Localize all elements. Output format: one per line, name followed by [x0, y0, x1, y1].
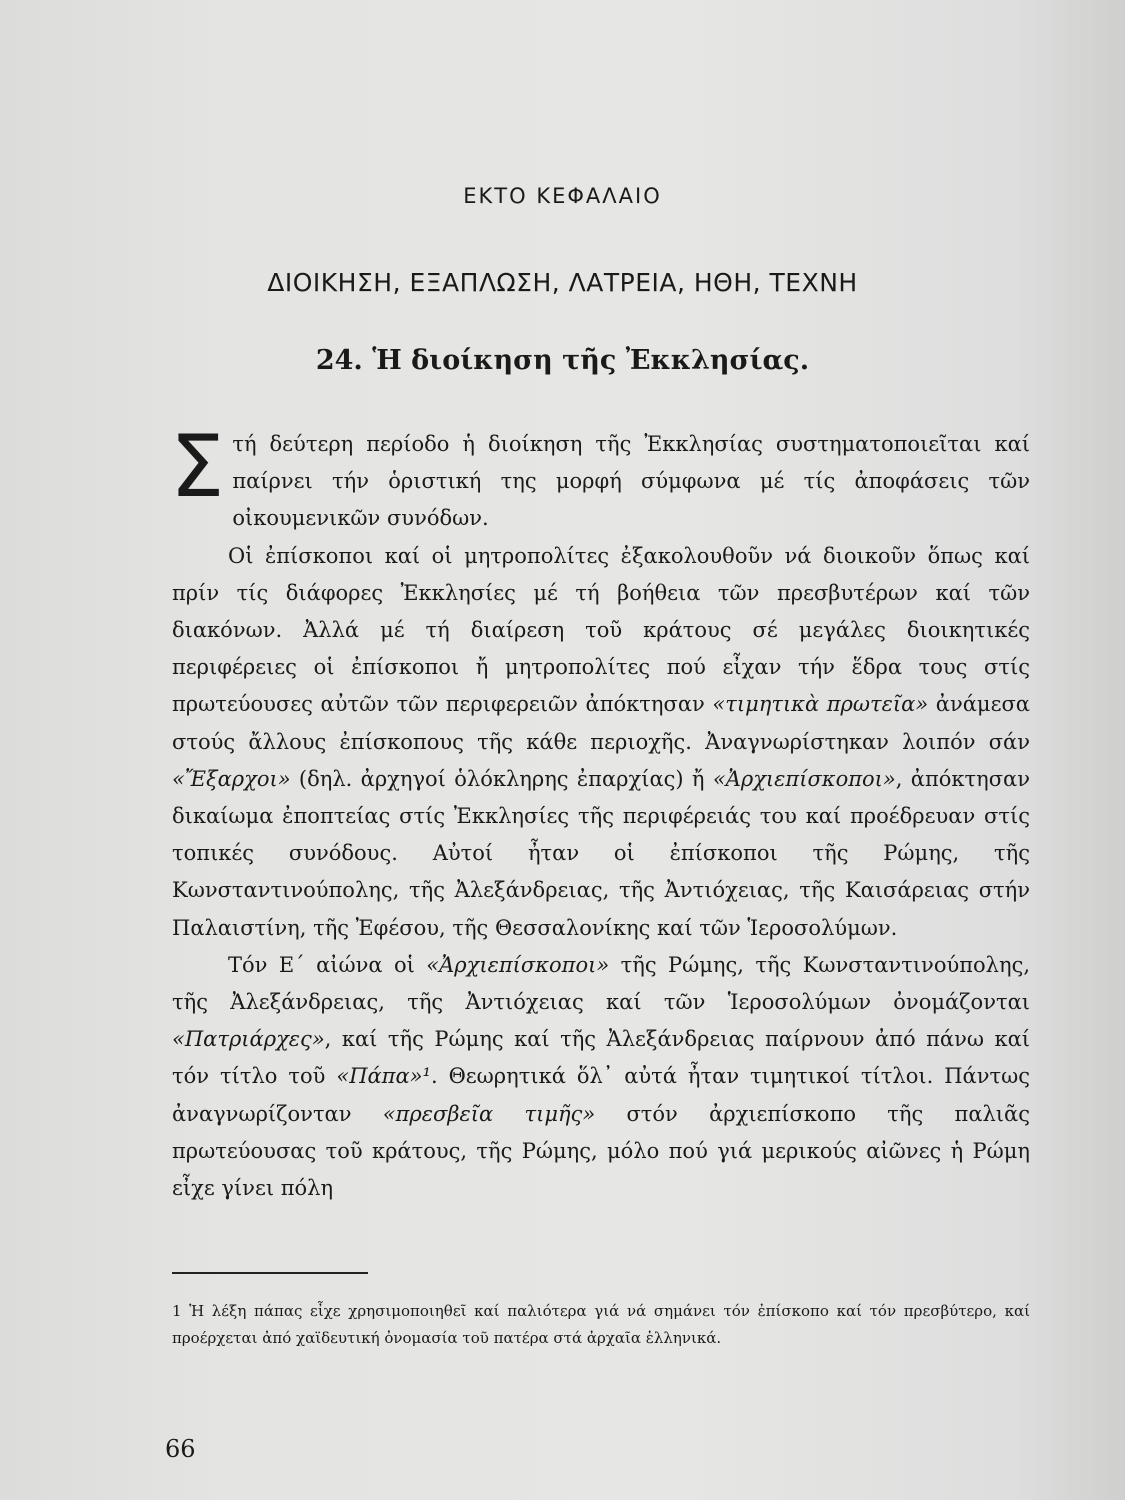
emphasis: «Ἔξαρχοι» — [172, 766, 291, 791]
emphasis: «τιμητικὰ πρωτεῖα» — [712, 692, 929, 717]
paragraph-3-text: . Θεωρητικά ὅλ᾽ αὐτά ἦταν τιμητικοί τίτλοι. Πάντως ἀναγνωρίζονταν — [172, 1064, 1030, 1126]
page-number: 66 — [165, 1435, 196, 1463]
paragraph-1 — [170, 417, 1030, 538]
paragraph-3-text: , καί τῆς Ρώμης καί τῆς Ἀλεξάνδρειας παίρνουν ἀπό πάνω καί τόν τίτλο τοῦ — [172, 1027, 1030, 1089]
paragraph-2-text: ἀνάμεσα στούς ἄλλους ἐπίσκοπους τῆς κάθε περιοχῆς. Ἀναγνωρίστηκαν λοιπόν σάν — [172, 692, 1030, 754]
emphasis: «πρεσβεῖα τιμῆς» — [382, 1101, 596, 1126]
paragraph-3-text: τῆς Ρώμης, τῆς Κωνσταντινούπολης, τῆς Ἀλεξάνδρειας, τῆς Ἀντιόχειας καί τῶν Ἱεροσολύμων ὀνομάζονται — [172, 952, 1030, 1015]
chapter-title: ΔΙΟΙΚΗΣΗ, ΕΞΑΠΛΩΣΗ, ΛΑΤΡΕΙΑ, ΗΘΗ, ΤΕΧΝΗ — [267, 268, 858, 297]
emphasis: «Πατριάρχες» — [172, 1027, 325, 1052]
paragraph-3 — [172, 947, 1030, 1207]
body-text — [170, 417, 1030, 1207]
paragraph-3-text: Τόν Ε΄ αἰώνα οἱ — [228, 952, 427, 977]
drop-cap: Σ — [170, 417, 225, 517]
paragraph-2-text: (δηλ. ἀρχηγοί ὁλόκληρης ἐπαρχίας) ἤ — [290, 766, 713, 791]
paragraph-2-text: Οἱ ἐπίσκοποι καί οἱ μητροπολίτες ἐξακολουθοῦν νά διοικοῦν ὅπως καί πρίν τίς διάφορες Ἐκκλησίες μέ τή βοήθεια τῶν πρεσβυτέρων καί τῶν διακόνων. Ἀλλά μέ τή διαίρεση τοῦ κράτους σέ μεγάλες διοικητικές περιφέρειες οἱ ἐπίσκοποι ἤ μητροπολίτες πού εἶχαν τήν ἕδρα τους στίς πρωτεύουσες αὐτῶν τῶν περιφερειῶν ἀπόκτησαν — [172, 543, 1030, 717]
emphasis: «Ἀρχιεπίσκοποι» — [712, 766, 896, 791]
section-title: 24. Ἡ διοίκηση τῆς Ἐκκλησίας. — [315, 345, 810, 376]
chapter-label: ΕΚΤΟ ΚΕΦΑΛΑΙΟ — [463, 184, 662, 208]
footnote: 1 Ἡ λέξη πάπας εἶχε χρησιμοποιηθεῖ καί παλιότερα γιά νά σημάνει τόν ἐπίσκοπο καί τόν πρεσβύτερο, καί προέρχεται ἀπό χαϊδευτική ὀνομασία τοῦ πατέρα στά ἀρχαῖα ἑλληνικά. — [172, 1302, 1030, 1347]
emphasis: «Πάπα»¹ — [336, 1064, 431, 1089]
emphasis: «Ἀρχιεπίσκοποι» — [426, 952, 610, 977]
paragraph-3-text: στόν ἀρχιεπίσκοπο τῆς παλιᾶς πρωτεύουσας τοῦ κράτους, τῆς Ρώμης, μόλο πού γιά μερικούς αἰῶνες ἡ Ρώμη εἶχε γίνει πόλη — [172, 1101, 1030, 1201]
paragraph-2 — [172, 538, 1030, 947]
paragraph-2-text: , ἀπόκτησαν δικαίωμα ἐποπτείας στίς Ἐκκλησίες τῆς περιφέρειάς του καί προέδρευαν στίς τοπικές συνόδους. Αὐτοί ἦταν οἱ ἐπίσκοποι τῆς Ρώμης, τῆς Κωνσταντινούπολης, τῆς Ἀλεξάνδρειας, τῆς Ἀντιόχειας, τῆς Καισάρειας στήν Παλαιστίνη, τῆς Ἐφέσου, τῆς Θεσσαλονίκης καί τῶν Ἱεροσολύμων. — [172, 766, 1030, 940]
footnote-rule — [172, 1272, 368, 1274]
paragraph-1-text: τή δεύτερη περίοδο ἡ διοίκηση τῆς Ἐκκλησίας συστηματοποιεῖται καί παίρνει τήν ὁριστική της μορφή σύμφωνα μέ τίς ἀποφάσεις τῶν οἰκουμενικῶν συνόδων. — [232, 432, 1030, 531]
